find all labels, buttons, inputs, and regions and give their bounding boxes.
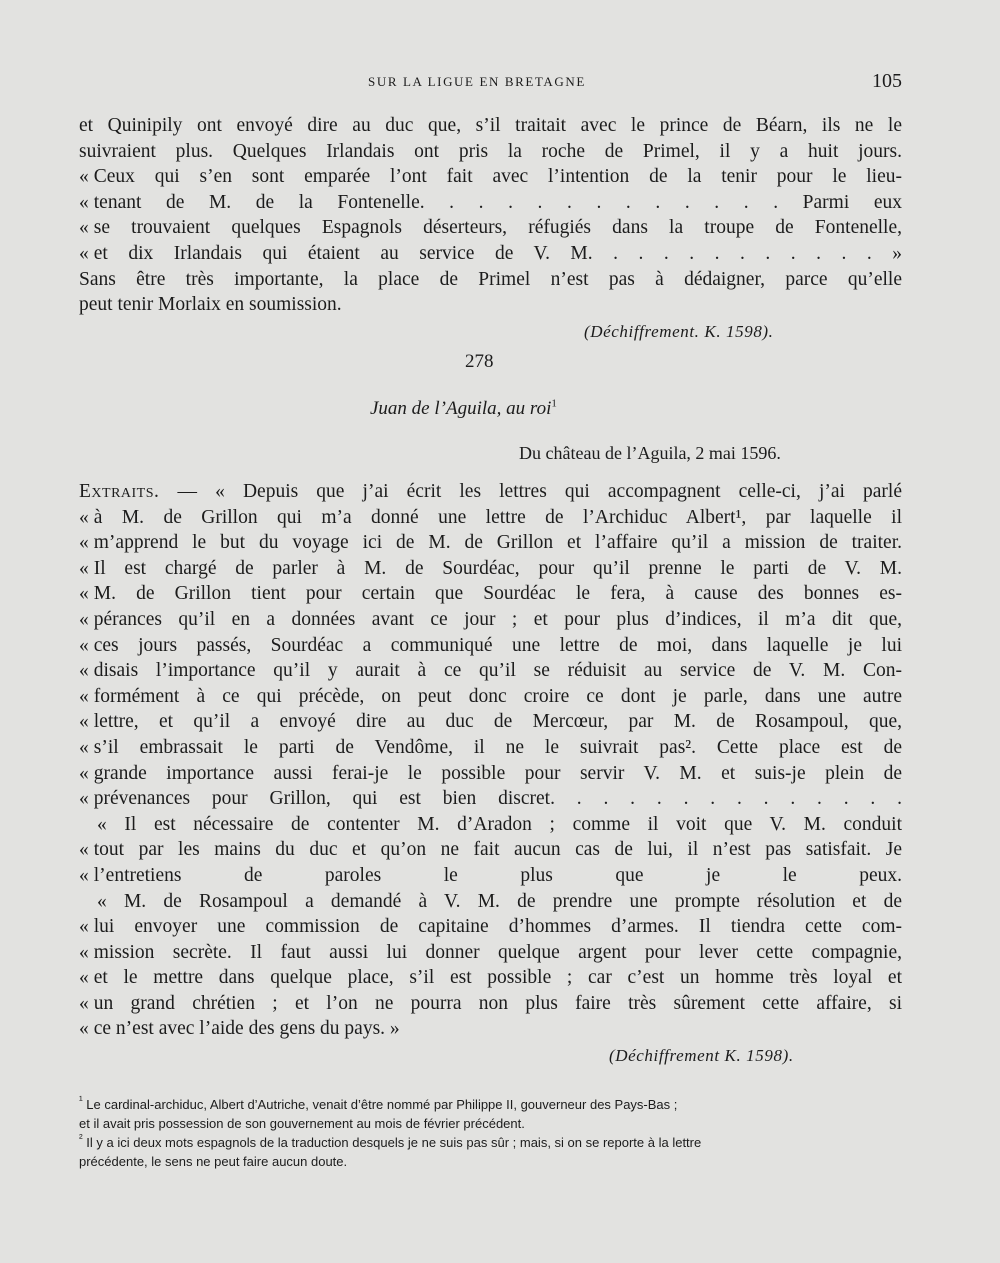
source-reference: (Déchiffrement. K. 1598).: [584, 322, 774, 341]
text-line: [79, 241, 902, 267]
line-text: s’il embrassait le parti de Vendôme, il ne le suivrait pas². Cette place est de: [93, 736, 902, 758]
text-line: [79, 215, 902, 241]
extracts-text: [79, 479, 902, 1042]
line-text: mission secrète. Il faut aussi lui donner quelque argent pour lever cette compagnie,: [93, 941, 902, 963]
text-line: [79, 633, 902, 659]
quote-mark: «: [79, 685, 89, 707]
footnote: [79, 1133, 904, 1171]
footnote-text: et il avait pris possession de son gouvernement au mois de février précédent.: [79, 1116, 525, 1131]
extracts-label: Extraits.: [79, 481, 160, 502]
text-line: [79, 914, 902, 940]
text-line: [79, 786, 902, 812]
quote-mark: «: [79, 916, 89, 938]
line-text: se trouvaient quelques Espagnols déserteurs, réfugiés dans la troupe de Fontenelle,: [93, 217, 902, 239]
text-line: [79, 505, 902, 531]
line-text: — « Depuis que j’ai écrit les lettres qui accompagnent celle-ci, j’ai parlé: [177, 481, 903, 502]
page-header: [0, 72, 1000, 96]
line-text: Sans être très importante, la place de Primel n’est pas à dédaigner, parce qu’elle: [79, 268, 902, 290]
text-line: [79, 965, 902, 991]
line-text: M. de Grillon tient pour certain que Sourdéac le fera, à cause des bonnes es-: [93, 583, 902, 605]
quote-mark: «: [79, 660, 89, 682]
text-line: [79, 761, 902, 787]
quote-mark: «: [79, 839, 89, 861]
text-line: [79, 581, 902, 607]
line-text: lettre, et qu’il a envoyé dire au duc de Mercœur, par M. de Rosampoul, que,: [93, 711, 902, 733]
quote-mark: «: [79, 608, 89, 630]
quote-mark: «: [79, 583, 89, 605]
line-text: et dix Irlandais qui étaient au service de V. M. . . . . . . . . . . . »: [93, 242, 902, 264]
text-line: [79, 658, 902, 684]
running-title: SUR LA LIGUE EN BRETAGNE: [368, 74, 586, 89]
quote-mark: «: [79, 191, 89, 213]
text-line: [79, 889, 902, 915]
text-line: [79, 684, 902, 710]
quote-mark: «: [79, 762, 89, 784]
quote-mark: «: [79, 736, 89, 758]
line-text: m’apprend le but du voyage ici de M. de Grillon et l’affaire qu’il a mission de traiter.: [93, 532, 902, 554]
quote-mark: «: [79, 242, 89, 264]
quote-mark: «: [79, 941, 89, 963]
footnotes: [79, 1095, 904, 1171]
footnote-text: Il y a ici deux mots espagnols de la traduction desquels je ne suis pas sûr ; mais, si on se reporte à la lettre: [86, 1135, 702, 1150]
quote-mark: «: [79, 557, 89, 579]
quote-mark: «: [79, 788, 89, 810]
line-text: Il est chargé de parler à M. de Sourdéac, pour qu’il prenne le parti de V. M.: [93, 557, 902, 579]
page-number: 105: [872, 70, 902, 92]
line-text: et le mettre dans quelque place, s’il est possible ; car c’est un homme très loyal et: [93, 967, 902, 989]
quote-mark: «: [79, 1018, 89, 1040]
document-date: Du château de l’Aguila, 2 mai 1596.: [519, 443, 781, 463]
text-line: [79, 139, 902, 165]
line-text: l’entretiens de paroles le plus que je le peux.: [93, 864, 902, 886]
quote-mark: «: [79, 532, 89, 554]
footnote-marker: ²: [79, 1132, 83, 1145]
quote-mark: «: [79, 634, 89, 656]
source-reference: (Déchiffrement K. 1598).: [609, 1046, 794, 1065]
footnote: [79, 1095, 904, 1133]
text-line: [79, 479, 902, 505]
text-line: [79, 709, 902, 735]
text-line: [79, 164, 902, 190]
quote-mark: «: [79, 992, 89, 1014]
text-line: [79, 113, 902, 139]
text-line: [79, 190, 902, 216]
line-text: pérances qu’il en a données avant ce jour ; et pour plus d’indices, il m’a dit que,: [93, 608, 902, 630]
line-text: lui envoyer une commission de capitaine d’hommes d’armes. Il tiendra cette com-: [93, 916, 902, 938]
footnote-marker: ¹: [79, 1094, 83, 1107]
document-number: 278: [465, 351, 494, 372]
text-line: [79, 940, 902, 966]
document-title-text: Juan de l’Aguila, au roi: [370, 398, 552, 419]
quote-mark: «: [79, 711, 89, 733]
text-line: [79, 735, 902, 761]
line-text: ces jours passés, Sourdéac a communiqué une lettre de moi, dans laquelle je lui: [93, 634, 902, 656]
quote-mark: «: [79, 967, 89, 989]
line-text: peut tenir Morlaix en soumission.: [79, 294, 342, 316]
line-text: « Il est nécessaire de contenter M. d’Aradon ; comme il voit que V. M. conduit: [97, 813, 902, 835]
line-text: Ceux qui s’en sont emparée l’ont fait avec l’intention de la tenir pour le lieu-: [93, 166, 902, 188]
quote-mark: «: [79, 506, 89, 528]
line-text: prévenances pour Grillon, qui est bien discret. . . . . . . . . . . . . .: [93, 788, 902, 810]
footnote-text: Le cardinal-archiduc, Albert d’Autriche, venait d’être nommé par Philippe II, gouverneur des Pays-Bas ;: [86, 1097, 678, 1112]
footnote-text: précédente, le sens ne peut faire aucun doute.: [79, 1154, 348, 1169]
quote-mark: «: [79, 217, 89, 239]
quote-mark: «: [79, 864, 89, 886]
line-text: formément à ce qui précède, on peut donc croire ce dont je parle, dans une autre: [93, 685, 902, 707]
footnote-ref: 1: [551, 397, 557, 410]
continued-letter-text: [79, 113, 902, 318]
text-line: [79, 863, 902, 889]
quote-mark: «: [79, 166, 89, 188]
line-text: à M. de Grillon qui m’a donné une lettre de l’Archiduc Albert¹, par laquelle il: [93, 506, 902, 528]
line-text: « M. de Rosampoul a demandé à V. M. de prendre une prompte résolution et de: [97, 890, 902, 912]
text-line: [79, 837, 902, 863]
footnote-line: [79, 1133, 904, 1152]
line-text: suivraient plus. Quelques Irlandais ont pris la roche de Primel, il y a huit jours.: [79, 140, 902, 162]
text-line: [79, 556, 902, 582]
footnote-line: [79, 1152, 904, 1171]
footnote-line: [79, 1095, 904, 1114]
text-line: [79, 530, 902, 556]
text-line: [79, 1016, 902, 1042]
text-line: [79, 812, 902, 838]
text-line: [79, 991, 902, 1017]
line-text: grande importance aussi ferai-je le possible pour servir V. M. et suis-je plein de: [93, 762, 902, 784]
line-text: et Quinipily ont envoyé dire au duc que, s’il traitait avec le prince de Béarn, ils ne le: [79, 115, 902, 136]
document-title: [370, 398, 557, 420]
line-text: disais l’importance qu’il y aurait à ce qu’il se réduisit au service de V. M. Con-: [93, 660, 902, 682]
line-text: ce n’est avec l’aide des gens du pays. »: [93, 1018, 400, 1040]
line-text: tout par les mains du duc et qu’on ne fait aucun cas de lui, il n’est pas satisfait. Je: [93, 839, 902, 861]
line-text: tenant de M. de la Fontenelle. . . . . . . . . . . . . Parmi eux: [93, 191, 902, 213]
text-line: [79, 292, 902, 318]
text-line: [79, 607, 902, 633]
text-line: [79, 267, 902, 293]
line-text: un grand chrétien ; et l’on ne pourra non plus faire très sûrement cette affaire, si: [93, 992, 902, 1014]
footnote-line: [79, 1114, 904, 1133]
